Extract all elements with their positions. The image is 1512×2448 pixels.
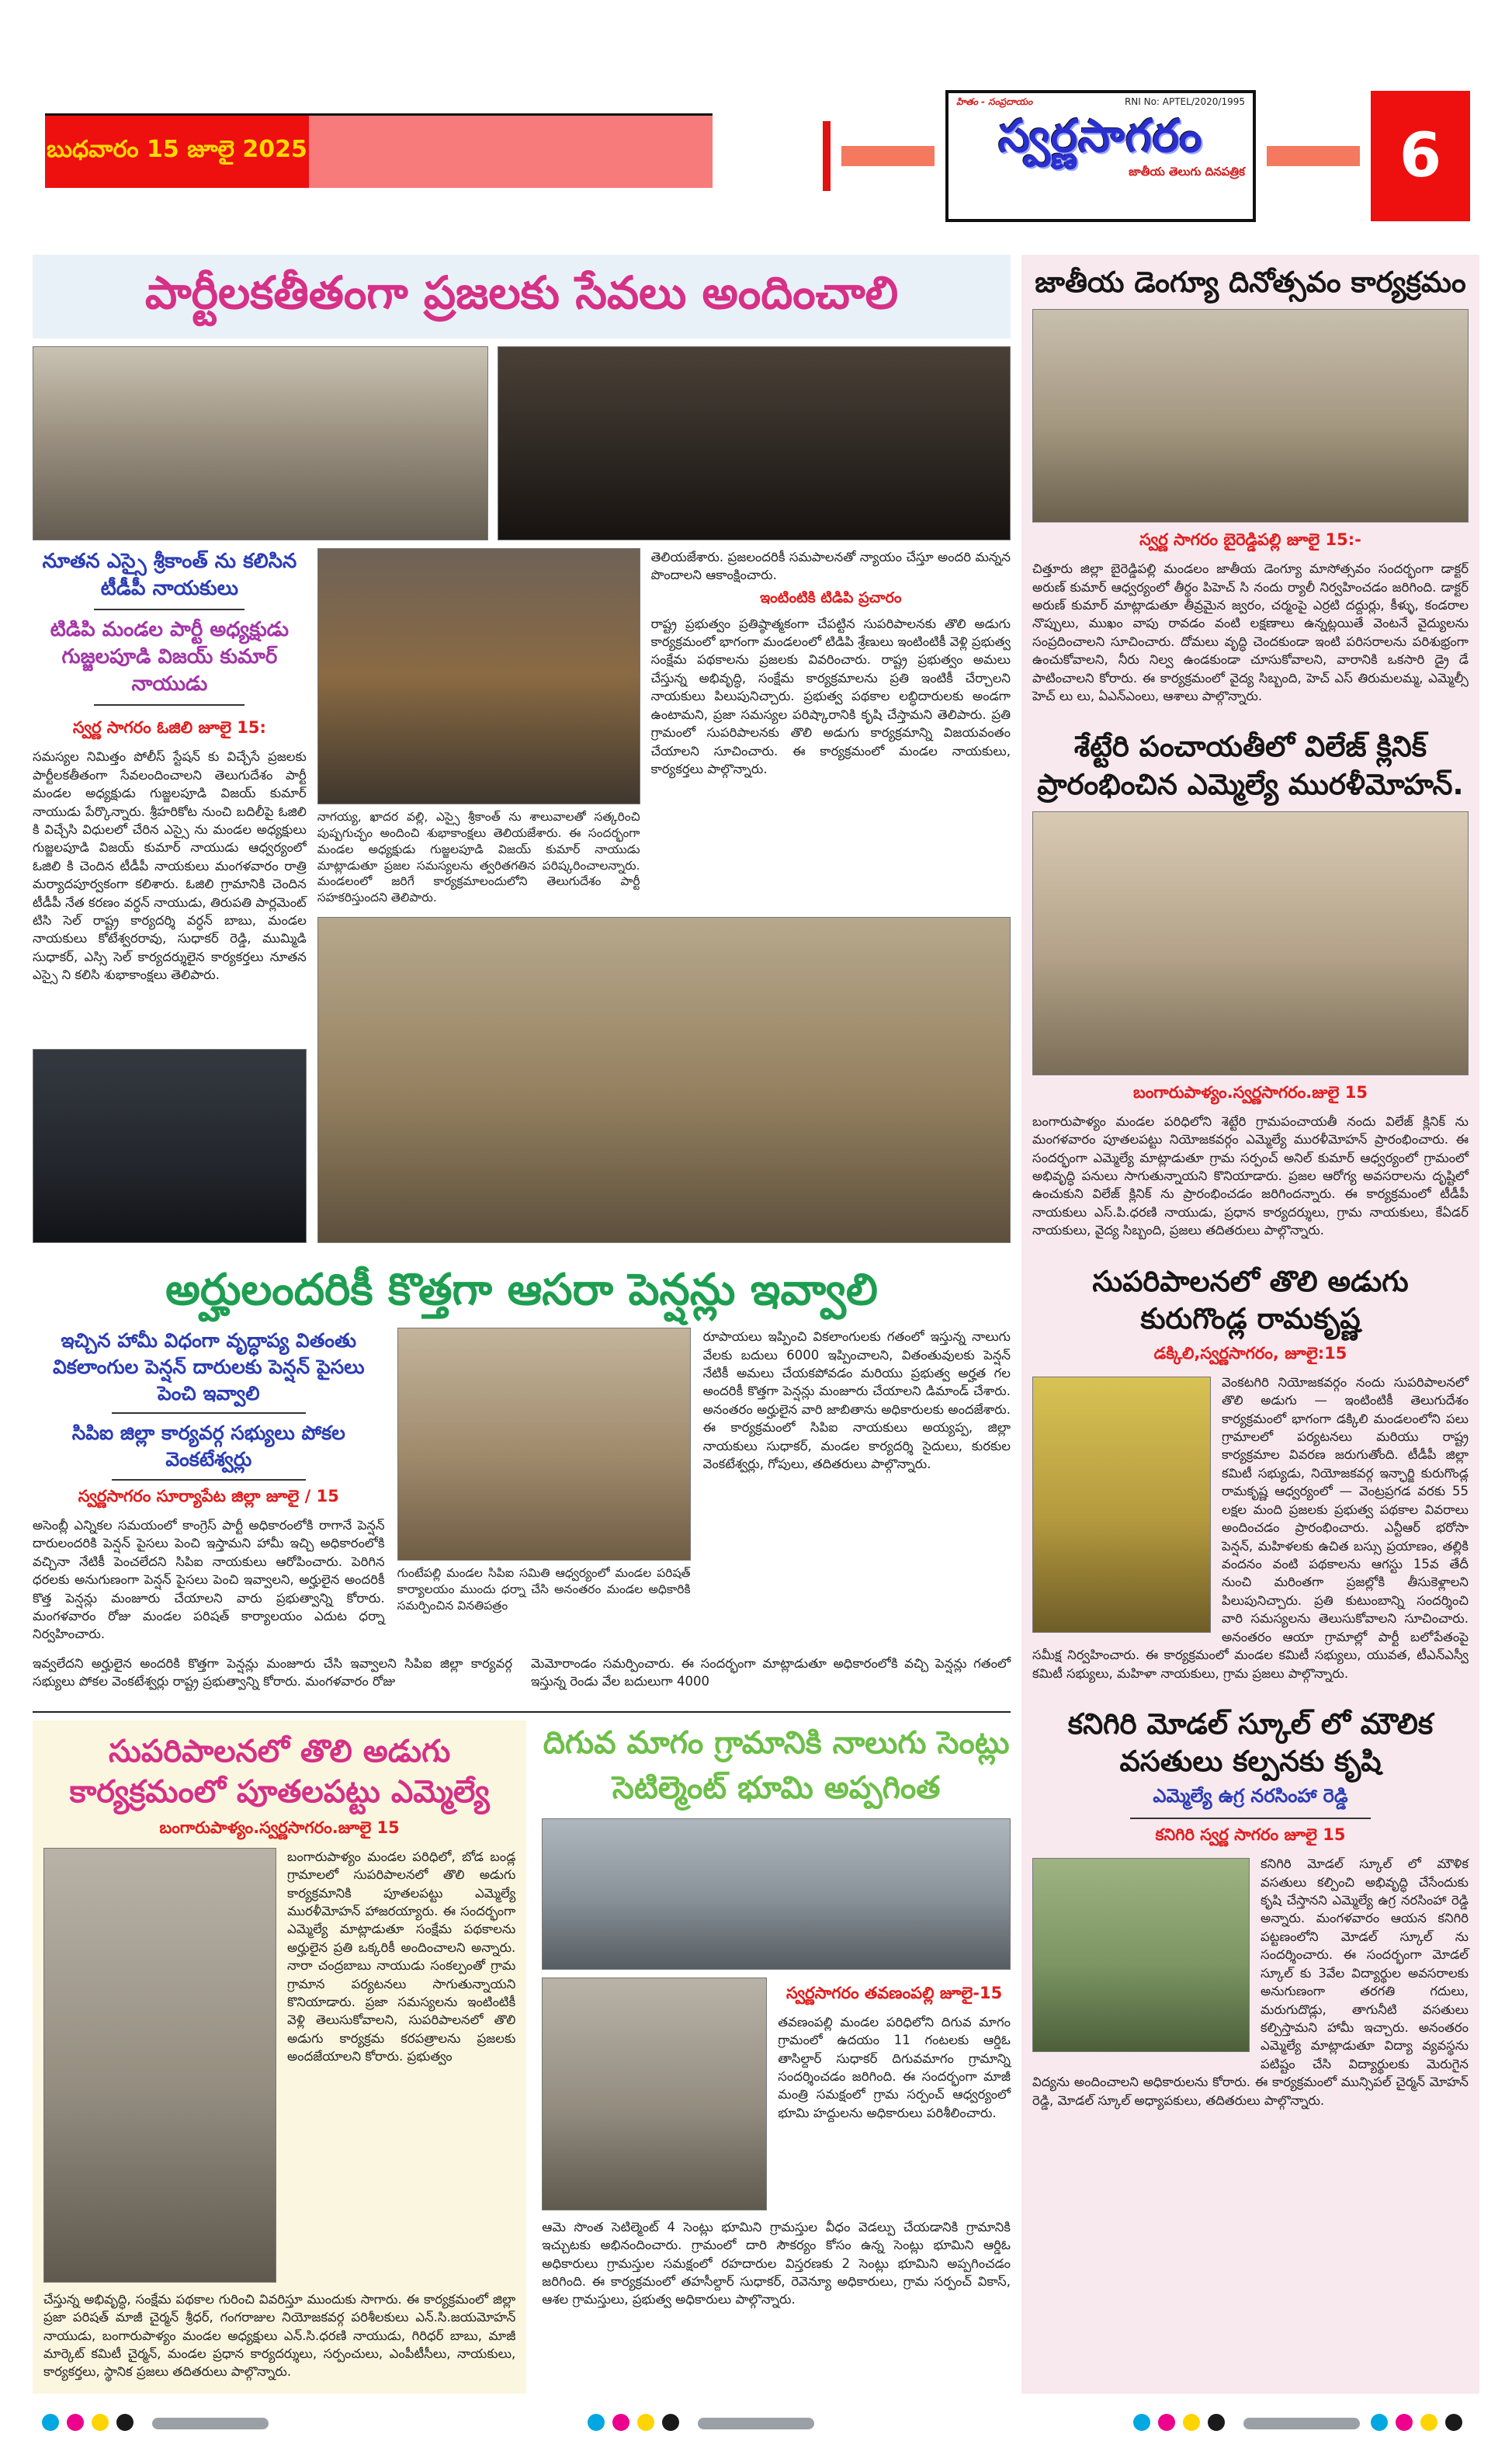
date-banner: బుధవారం 15 జూలై 2025	[45, 116, 309, 188]
article2-headline: అర్హులందరికీ కొత్తగా ఆసరా పెన్షన్లు ఇవ్వాలి	[165, 1265, 878, 1316]
article1-body-3a: తెలియజేశారు. ప్రజలందరికీ సమపాలనతో న్యాయం చేస్తూ అందరి మన్నన పొందాలని ఆకాంక్షించారు.	[650, 549, 1011, 583]
article1-subhead-purple: టిడిపి మండల పార్టీ అధ్యక్షుడు గుజ్జలపూడి విజయ్ కుమార్ నాయుడు	[50, 617, 290, 696]
clinic-headline: శేట్టేరి పంచాయతీలో విలేజ్ క్లినిక్ ప్రారంభించిన ఎమ్మెల్యే మురళీమోహన్.	[1037, 730, 1464, 801]
article2-column1	[33, 1328, 385, 1644]
article3-dateline: బంగారుపాళ్యం.స్వర్ణసాగరం.జూలై 15	[159, 1818, 400, 1837]
article2-column2	[397, 1328, 691, 1644]
article4-dateline: స్వర్ణసాగరం తవణంపల్లి జూలై-15	[786, 1983, 1003, 2002]
divider	[112, 1412, 305, 1414]
ramakrishna-body: వెంకటగిరి నియోజకవర్గం నందు సుపరిపాలనలో తొలి అడుగు — ఇంటింటికీ తెలుగుదేశం కార్యక్రమంలో భాగంగా డక్కిలి మండలంలోని పలు గ్రామాలలో పర్యటనలు మరియు రాష్ట్ర కార్యక్రమాల వివరణ జరుగుతోంది. టీడీపీ జిల్లా కమిటీ సభ్యుడు, నియోజకవర్గ ఇన్ఛార్జి కురుగొండ్ల రామకృష్ణ ఆధ్వర్యంలో — వెంట్రప్రగడ వరకు 55 లక్షల మంది ప్రజలకు ప్రభుత్వ పథకాల వివరాలు అందించడం ప్రారంభించారు. ఎన్టీఆర్ భరోసా పెన్షన్, మహిళలకు ఉచిత బస్సు ప్రయాణం, తల్లికి వందనం వంటి పథకాలను ఆగస్టు 15వ తేదీ నుంచి మరింతగా ప్రజల్లోకి తీసుకెళ్లాలని పిలుపునిచ్చారు. ప్రతి కుటుంబాన్ని సందర్శించి వారి సమస్యలను తెలుసుకోవాలని సూచించారు. అనంతరం ఆయా గ్రామాల్లో పార్టీ బలోపేతంపై సమీక్ష నిర్వహించారు. ఈ కార్యక్రమంలో మండల కమిటీ సభ్యులు, యువత, టీఎన్ఎస్వీ కమిటీ సభ్యులు, మహిళా నాయకులు, గ్రామ ప్రజలు పాల్గొన్నారు.	[1032, 1374, 1469, 1681]
masthead-rni-number: RNI No: APTEL/2020/1995	[1124, 96, 1245, 107]
masthead-band	[823, 90, 1470, 222]
right-column-zone	[1021, 255, 1479, 2394]
article1-body-2: నాగయ్య, ఖాదర వల్లి, ఎస్సై శ్రీకాంత్ ను శాలువాలతో సత్కరించి పుష్పగుచ్ఛం అందించి శుభాకాంక్షలు తెలియజేశారు. ఈ సందర్భంగా మండల అధ్యక్షుడు గుజ్జలపూడి విజయ్ కుమార్ నాయుడు మాట్లాడుతూ ప్రజల సమస్యలను త్వరితగతిన పరిష్కరించాలన్నారు. మండలంలో జరిగే కార్యక్రమాలందులోని తెలుగుదేశం పార్టీ సహకరిస్తుందని తెలిపారు.	[317, 809, 640, 905]
dengue-dateline: స్వర్ణ సాగరం బైరెడ్డిపల్లి జూలై 15:-	[1139, 530, 1361, 550]
date-band	[45, 113, 713, 188]
article2-dateline: స్వర్ణసాగరం సూర్యాపేట జిల్లా జూలై / 15	[78, 1486, 339, 1505]
photo-group-felicitation-night	[498, 346, 1011, 540]
article-dengue-day	[1032, 264, 1469, 705]
gray-registration-bar	[698, 2418, 814, 2429]
article4-body-1: తవణంపల్లి మండల పరిధిలోని దిగువ మాగం గ్రామంలో ఉదయం 11 గంటలకు ఆర్డిఓ తాసిల్దార్ సుధాకర్ దిగువమాగం గ్రామాన్ని సందర్శించడం జరిగింది. ఈ సందర్భంగా మాజీ మంత్రి సమక్షంలో గ్రామ సర్పంచ్ ఆధ్వర్యంలో భూమి హద్దులను అధికారులు పరిశీలించారు.	[778, 2014, 1011, 2120]
article2-body-1: అసెంబ్లీ ఎన్నికల సమయంలో కాంగ్రెస్ పార్టీ అధికారంలోకి రాగానే పెన్షన్ దారులందరికి పెన్షన్ పైసలు పెంచి ఇస్తామని హామీ ఇచ్చి అధికారంలోకి వచ్చినా నేటికీ పెంచలేదని సిపిఐ నాయకులు ఆరోపించారు. పెరిగిన ధరలకు అనుగుణంగా పెన్షన్ పైసలు పెంచి ఇవ్వాలని, అర్హులైన అందరికీ కొత్త పెన్షన్లు మంజూరు చేయాలని వారు ప్రభుత్వాన్ని కోరారు. మంగళవారం రోజు మండల పరిషత్ కార్యాలయం ఎదుట ధర్నా నిర్వహించారు.	[33, 1517, 385, 1642]
article2-column3	[703, 1328, 1011, 1644]
registration-dots-right	[1133, 2414, 1470, 2434]
article-tdp-services	[33, 255, 1011, 1243]
print-registration-footer	[11, 2394, 1501, 2442]
registration-dots-left	[42, 2414, 269, 2434]
article1-column2	[317, 548, 640, 907]
article-kanigiri-model-school	[1032, 1706, 1469, 2109]
article3-body-2: చేస్తున్న అభివృద్ధి, సంక్షేమ పథకాల గురించి వివరిస్తూ ముందుకు సాగారు. ఈ కార్యక్రమంలో జిల్లా ప్రజా పరిషత్ మాజీ చైర్మన్ శ్రీధర్, గంగరాజుల నియోజకవర్గ పరిశీలకులు ఎన్.సి.జయమోహన్ నాయుడు, బంగారుపాళ్యం మండల అధ్యక్షులు ఎన్.సి.ధరణి నాయుడు, గిరిధర్ బాబు, మాజీ మార్కెట్ కమిటీ చైర్మన్, మండల ప్రధాన కార్యదర్శులు, సర్పంచులు, ఎంపీటీసీలు, నాయకులు, కార్యకర్తలు, స్థానిక ప్రజలు తదితరులు పాల్గొన్నారు.	[43, 2291, 516, 2380]
masthead-tagline: జాతీయ తెలుగు దినపత్రిక	[1129, 164, 1245, 179]
kanigiri-body: కనిగిరి మోడల్ స్కూల్ లో మౌళిక వసతులు కల్పించి అభివృద్ధి చేసేందుకు కృషి చేస్తానని ఎమ్మెల్యే ఉగ్ర నరసింహా రెడ్డి అన్నారు. మంగళవారం ఆయన కనిగిరి పట్టణంలోని మోడల్ స్కూల్ ను సందర్శించారు. ఈ సందర్భంగా మోడల్ స్కూల్ కు 3వేల విద్యార్థుల అవసరాలకు అనుగుణంగా తరగతి గదులు, మరుగుదొడ్లు, తాగునీటి వసతులు కల్పిస్తామని హామీ ఇచ్చారు. అనంతరం ఎమ్మెల్యే మాట్లాడుతూ విద్యా వ్యవస్థను పటిష్టం చేసి విద్యార్థులకు మెరుగైన విద్యను అందించాలని అధికారులను కోరారు. ఈ కార్యక్రమంలో మున్సిపల్ చైర్మన్ మోహన్ రెడ్డి, మోడల్ స్కూల్ అధ్యాపకులు, తదితరులు పాల్గొన్నారు.	[1032, 1856, 1469, 2108]
date-band-extension	[309, 116, 713, 188]
article4-headline: దిగువ మాగం గ్రామానికి నాలుగు సెంట్లు సెటిల్మెంట్ భూమి అప్పగింత	[543, 1724, 1010, 1806]
red-tick-bar	[823, 121, 831, 191]
article2-subhead-2: సిపిఐ జిల్లా కార్యవర్గ సభ్యులు పోకల వెంకటేశ్వర్లు	[71, 1422, 345, 1471]
gray-registration-bar	[152, 2418, 269, 2429]
divider	[94, 704, 244, 706]
photo-officials-walking-suv	[542, 1977, 767, 2210]
color-dots	[1371, 2414, 1470, 2434]
article2-continuation-right: మెమోరాండం సమర్పించారు. ఈ సందర్భంగా మాట్లాడుతూ అధికారంలోకి వచ్చి పెన్షన్లు గతంలో ఇస్తున్న రెండు వేల బదులుగా 4000	[531, 1655, 1011, 1689]
article1-column3	[651, 548, 1011, 907]
clinic-body: బంగారుపాళ్యం మండల పరిధిలోని శెట్టేరి గ్రామపంచాయతీ నందు విలేజ్ క్లినిక్ ను మంగళవారం పూతలపట్టు నియోజకవర్గం ఎమ్మెల్యే మురళీమోహన్ ప్రారంభించారు. ఈ సందర్భంగా ఎమ్మెల్యే మాట్లాడుతూ గ్రామ సర్పంచ్ అనిల్ కుమార్ ఆధ్వర్యంలో గ్రామంలో అభివృద్ధి పనులు సాగుతున్నాయని కొనియాడారు. ప్రజల ఆరోగ్య అవసరాలను దృష్టిలో ఉంచుకుని విలేజ్ క్లినిక్ ను ప్రారంభించడం జరిగిందన్నారు. ఈ కార్యక్రమంలో టీడీపీ నాయకులు ఎస్.పి.ధరణి నాయుడు, ప్రధాన కార్యదర్శులు, గ్రామ నాయకులు, కేఏడర్ నాయకులు, వైద్య సిబ్బంది, ప్రజలు తదితరులు పాల్గొన్నారు.	[1032, 1113, 1469, 1238]
article3-body-1: బంగారుపాళ్యం మండల పరిధిలో, బోడ బండ్ల గ్రామాలలో సుపరిపాలనలో తొలి అడుగు కార్యక్రమానికి పూతలపట్టు ఎమ్మెల్యే మురళీమోహన్ హాజరయ్యారు. ఈ సందర్భంగా ఎమ్మెల్యే మాట్లాడుతూ సంక్షేమ పథకాలను అర్హులైన ప్రతి ఒక్కరికీ అందించాలని అన్నారు. నారా చంద్రబాబు నాయుడు సంకల్పంతో గ్రామ గ్రామాన పర్యటనలు సాగుతున్నాయని కొనియాడారు. ప్రజా సమస్యలను ఇంటింటికీ వెళ్లి తెలుసుకోవాలని, సుపరిపాలనలో తొలి అడుగు కార్యక్రమ కరపత్రాలను ప్రజలకు అందజేయాలని కోరారు. ప్రభుత్వం	[287, 1849, 516, 2064]
ramakrishna-headline-line2: కురుగొండ్ల రామకృష్ణ	[1140, 1301, 1361, 1335]
article-asara-pensions	[33, 1263, 1011, 1690]
photo-night-group	[33, 1049, 307, 1243]
photo-garland-presentation	[317, 917, 1011, 1243]
divider	[94, 609, 244, 610]
kanigiri-dateline: కనిగిరి స్వర్ణ సాగరం జూలై 15	[1155, 1825, 1346, 1845]
article-mla-good-governance	[33, 1721, 526, 2394]
photo-si-shawl-felicitation	[317, 548, 640, 804]
clinic-dateline: బంగారుపాళ్యం.స్వర్ణసాగరం.జులై 15	[1133, 1082, 1368, 1102]
article1-subhead-blue: నూతన ఎస్సై శ్రీకాంత్ ను కలిసిన టీడీపీ నాయకులు	[42, 549, 297, 600]
photo-village-street-officials	[542, 1818, 1011, 1970]
kanigiri-subhead-mla: ఎమ్మెల్యే ఉగ్ర నరసింహా రెడ్డి	[1153, 1785, 1348, 1807]
masthead-slogan: హితం - సంప్రదాయం	[956, 96, 1033, 107]
salmon-dash-left	[841, 146, 935, 166]
article3-headline-line2: కార్యక్రమంలో పూతలపట్టు ఎమ్మెల్యే	[69, 1773, 490, 1810]
masthead	[945, 90, 1256, 222]
article2-body-3: రూపాయలు ఇప్పించి వికలాంగులకు గతంలో ఇస్తున్న నాలుగు వేలకు బదులు 6000 ఇప్పించాలని, వితంతువులకు పెన్షన్ నేటికీ అమలు చేయకపోవడం మరియు ప్రభుత్వ అర్హత గల అందరికీ కొత్తగా పెన్షన్లు మంజూరు చేయాలని డిమాండ్ చేశారు. అనంతరం అర్హులైన వారి జాబితాను అధికారులకు అందజేశారు. ఈ కార్యక్రమంలో సిపిఐ నాయకులు అయ్యప్ప, జిల్లా నాయకులు సుధాకర్, మండల కార్యదర్శి సైదులు, కురకుల వెంకటేశ్వర్లు, గోపులు, తదితరులు పాల్గొన్నారు.	[702, 1329, 1011, 1472]
article-settlement-land	[542, 1721, 1011, 2394]
salmon-dash-right	[1267, 146, 1360, 166]
registration-dots-middle	[588, 2414, 814, 2434]
article1-headline: పార్టీలకతీతంగా ప్రజలకు సేవలు అందించాలి	[33, 255, 1011, 339]
photo-tdp-leaders-office-meeting	[33, 346, 488, 540]
photo-cpi-dharna-memorandum	[397, 1328, 691, 1561]
article-village-clinic	[1032, 728, 1469, 1239]
article2-continuation-left: ఇవ్వలేదని అర్హులైన అందరికి కొత్తగా పెన్షన్లు మంజూరు చేసి ఇవ్వాలని సిపిఐ జిల్లా కార్యవర్గ సభ్యులు పోకల వెంకటేశ్వర్లు రాష్ట్ర ప్రభుత్వాన్ని కోరారు. మంగళవారం రోజు	[33, 1655, 512, 1689]
article2-photo-caption: గుంటేపల్లి మండల సిపిఐ సమితి ఆధ్వర్యంలో మండల పరిషత్ కార్యాలయం ముందు ధర్నా చేసి అనంతరం మండల అధికారికి సమర్పించిన వినతిపత్రం	[397, 1566, 691, 1613]
photo-school-ground-inspection	[1032, 1858, 1250, 2052]
article2-subhead-1: ఇచ్చిన హామీ విధంగా వృద్ధాప్య వితంతు వికలాంగుల పెన్షన్ దారులకు పెన్షన్ పైసలు పెంచి ఇవ్వాలి	[53, 1329, 365, 1405]
ramakrishna-headline-line1: సుపరిపాలనలో తొలి అడుగు	[1092, 1264, 1409, 1298]
article1-body-3b: రాష్ట్ర ప్రభుత్వం ప్రతిష్ఠాత్మకంగా చేపట్టిన సుపరిపాలనకు తొలి అడుగు కార్యక్రమంలో భాగంగా మండలంలో టిడిపి శ్రేణులు ఇంటింటికీ వెళ్లి ప్రభుత్వ సంక్షేమ పథకాలను ప్రజలకు వివరించారు. రాష్ట్ర ప్రభుత్వం అమలు చేస్తున్న అభివృద్ధి, సంక్షేమ కార్యక్రమాలను ప్రతి ఇంటికీ చేర్చాలని నాయకులు పిలుపునిచ్చారు. ప్రభుత్వ పథకాల లబ్ధిదారులకు అండగా ఉంటామని, ప్రజా సమస్యల పరిష్కారానికి కృషి చేస్తామని తెలిపారు. ప్రతి గ్రామంలో సుపరిపాలనకు తొలి అడుగు కార్యక్రమాన్ని విజయవంతం చేయాలని సూచించారు. ఈ కార్యక్రమంలో మండల నాయకులు, కార్యకర్తలు పాల్గొన్నారు.	[650, 616, 1011, 777]
color-dots	[588, 2414, 687, 2434]
article1-inline-subhead: ఇంటింటికి టిడిపి ప్రచారం	[760, 589, 902, 606]
photo-clinic-inauguration	[1032, 811, 1469, 1075]
page-content	[11, 255, 1501, 2394]
color-dots	[1133, 2414, 1233, 2434]
article1-dateline: స్వర్ణ సాగరం ఓజిలి జూలై 15:	[72, 718, 266, 738]
kanigiri-headline-line1: కనిగిరి మోడల్ స్కూల్ లో మౌలిక	[1067, 1707, 1434, 1741]
kanigiri-headline-line2: వసతులు కల్పనకు కృషి	[1119, 1745, 1382, 1779]
page-header	[45, 96, 1470, 248]
photo-dengue-rally-banner	[1032, 309, 1469, 523]
article4-body-2: ఆమె సొంత సెటిల్మెంట్ 4 సెంట్లు భూమిని గ్రామస్తుల వీధం వెడల్పు చేయడానికి గ్రామానికి ఇచ్చుటకు అభినందించారు. గ్రామంలో దారి సౌకర్యం కోసం ఉన్న సెంట్లు భూమిని ఆర్డిఓ అధికారులు గ్రామస్తుల సమక్షంలో రహదారుల విస్తరణకు 2 సెంట్లు భూమిని అప్పగించడం జరిగింది. ఈ కార్యక్రమంలో తహసీల్దార్ సుధాకర్, రెవెన్యూ అధికారులు, గ్రామ సర్పంచ్ వికాస్, ఆశల గ్రామస్తులు, ప్రభుత్వ అధికారులు పాల్గొన్నారు.	[542, 2219, 1011, 2307]
masthead-title: స్వర్ణసాగరం	[998, 109, 1203, 162]
dengue-headline: జాతీయ డెంగ్యూ దినోత్సవం కార్యక్రమం	[1035, 266, 1466, 299]
article1-column1	[33, 548, 307, 1244]
color-dots	[42, 2414, 141, 2434]
divider	[1130, 1818, 1370, 1819]
article1-body-1: సమస్యల నిమిత్తం పోలీస్ స్టేషన్ కు విచ్చేసే ప్రజలకు పార్టీలకతీతంగా సేవలందించాలని తెలుగుదేశం పార్టీ మండల అధ్యక్షుడు గుజ్జలపూడి విజయ్ కుమార్ నాయుడు పేర్కొన్నారు. శ్రీహరికోట నుంచి బదిలీపై ఓజిలి కి విచ్చేసి విధులలో చేరిన ఎస్సై ను మండల అధ్యక్షులు గుజ్జలపూడి విజయ్ కుమార్ నాయుడు ఆధ్వర్యంలో ఓజిలి కి చెందిన టీడీపీ నాయకులు మంగళవారం రాత్రి మర్యాదపూర్వకంగా కలిశారు. ఓజిలి గ్రామానికి చెందిన టీడీపీ నేత కరణం వర్ధన్ నాయుడు, తిరుపతి పార్లమెంట్ టిసి సెల్ రాష్ట్ర కార్యదర్శి వర్ధన్ బాబు, మండల నాయకులు కోటేశ్వరరావు, సుధాకర్ రెడ్డి, ముమ్మిడి సుధాకర్, ఎస్సి సెల్ కార్యదర్శులైన కార్యకర్తలు నూతన ఎస్సై ని కలిసి శుభాకాంక్షలు తెలిపారు.	[33, 749, 307, 983]
article-ramakrishna-governance	[1032, 1263, 1469, 1682]
page-number: 6	[1371, 91, 1470, 221]
photo-mla-garland-walk	[43, 1848, 276, 2283]
ramakrishna-dateline: డక్కిలి,స్వర్ణసాగరం, జూలై:15	[1153, 1343, 1347, 1363]
article3-headline-line1: సుపరిపాలనలో తొలి అడుగు	[108, 1733, 451, 1769]
divider	[112, 1479, 305, 1481]
left-column-zone	[33, 255, 1011, 2394]
dengue-body: చిత్తూరు జిల్లా బైరెడ్డిపల్లి మండలం జాతీయ డెంగ్యూ మాసోత్సవం సందర్భంగా డాక్టర్ అరుణ్ కుమార్ ఆధ్వర్యంలో తీర్థం పిహెచ్ సి నందు ర్యాలీ నిర్వహించడం జరిగింది. డాక్టర్ అరుణ్ కుమార్ మాట్లాడుతూ తీవ్రమైన జ్వరం, చర్మంపై ఎర్రటి దద్దుర్లు, కీళ్ళు, కండరాల నొప్పులు, ముఖం వాపు రావడం వంటి లక్షణాలు ఉన్నట్లయితే వెంటనే వైద్యులను సంప్రదించాలని సూచించారు. దోమలు వృద్ధి చెందకుండా ఇంటి పరిసరాలను పరిశుభ్రంగా ఉంచుకోవాలని, నీరు నిల్వ ఉండకుండా చూసుకోవాలని, వారానికి ఒకసారి డ్రై డే పాటించాలని కోరారు. ఈ కార్యక్రమంలో వైద్య సిబ్బంది, హెచ్ ఎస్ తిరుమలమ్మ, ఎమ్మెల్సీ హెచ్ లు లు, ఏఎన్ఎంలు, ఆశాలు పాల్గొన్నారు.	[1032, 561, 1469, 704]
photo-tdp-tent-campaign	[1032, 1377, 1211, 1633]
gray-registration-bar	[1243, 2418, 1360, 2429]
